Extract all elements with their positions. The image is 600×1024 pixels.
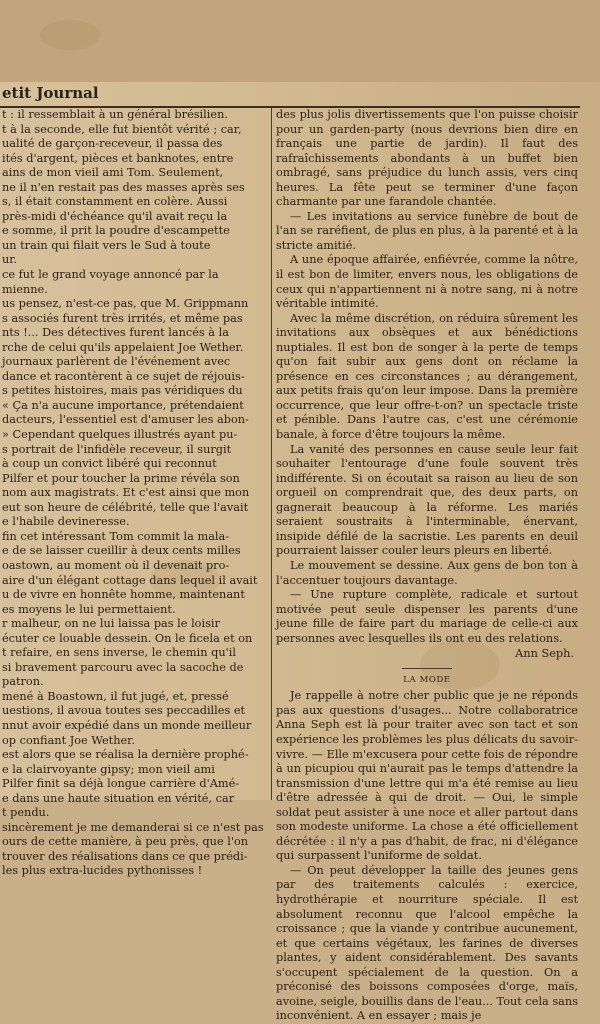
left-text-line: ains de mon vieil ami Tom. Seulement, (2, 166, 224, 180)
left-text-line: t refaire, en sens inverse, le chemin qu'il (2, 646, 236, 660)
article-paragraph: — Une rupture complète, radicale et surtout motivée peut seule dispenser les parents d'une jeune fille de faire part du mariage de celle-ci aux personnes avec lesquelles ils ont eu des relations. (276, 588, 578, 645)
left-text-line: e de se laisser cueillir à deux cents milles (2, 544, 241, 558)
left-text-line: e l'habile devineresse. (2, 515, 130, 529)
article-paragraph: des plus jolis divertissements que l'on puisse choisir pour un garden-party (nous devrions bien dire en français une partie de jardin). Il faut des rafraîchissements abondants à un buffet bien ombragé, sans préjudice du lunch assis, vers cinq heures. La fête peut se terminer d'une façon charmante par une farandole chantée. (276, 108, 578, 209)
signature: Ann Seph. (515, 647, 574, 661)
left-text-line: mienne. (2, 282, 48, 296)
mode-paragraph: Je rappelle à notre cher public que je ne réponds pas aux questions d'usages... Notre collaboratrice Anna Seph est là pour traiter avec son tact et son expérience les problèmes les plus délicats du savoir-vivre. — Elle m'excusera pour cette fois de répondre à un picupiou qui n'aurait pas le temps d'attendre la transmission d'une lettre qui m'a été remise au lieu d'être adressée à qui de droit. — Oui, le simple soldat peut assister à une noce et aller partout dans son modeste uniforme. La chose a été officiellement décrétée : il n'y a pas d'habit, de frac, ni d'élégance qui surpassent l'uniforme de soldat. (276, 689, 578, 863)
left-text-line: ne il n'en restait pas des masses après ses (2, 180, 245, 194)
left-text-line: t : il ressemblait à un général brésilien. (2, 108, 228, 121)
left-text-line: les plus extra-lucides pythonisses ! (2, 864, 203, 878)
left-text-line: trouver des réalisations dans ce que prédi- (2, 849, 248, 863)
left-text-line: à coup un convict libéré qui reconnut (2, 457, 217, 471)
left-text-line: s petites histoires, mais pas véridiques du (2, 384, 243, 398)
left-text-line: op confiant Joe Wether. (2, 733, 135, 747)
left-text-line: ours de cette manière, à peu près, que l'on (2, 835, 249, 849)
left-text-line: Pilfer finit sa déjà longue carrière d'Amé- (2, 777, 240, 791)
left-text-line: patron. (2, 675, 44, 689)
left-text-line: fin cet intéressant Tom commit la mala- (2, 529, 230, 543)
left-text-line: s, il était constamment en colère. Aussi (2, 195, 228, 209)
right-column (276, 108, 578, 1023)
left-text-line: rche de celui qu'ils appelaient Joe Wether. (2, 340, 244, 354)
left-text-line: aire d'un élégant cottage dans lequel il avait (2, 573, 258, 587)
left-text-line: uestions, il avoua toutes ses peccadilles et (2, 704, 246, 718)
left-text-line: » Cependant quelques illustrés ayant pu- (2, 428, 238, 442)
stain (40, 20, 100, 50)
section-title: LA MODE (403, 674, 451, 685)
article-paragraph: Le mouvement se dessine. Aux gens de bon ton à l'accentuer toujours davantage. (276, 558, 578, 587)
left-text-line: us pensez, n'est-ce pas, que M. Grippmann (2, 297, 249, 311)
left-text-line: est alors que se réalisa la dernière prophé- (2, 748, 249, 762)
left-text-line: écuter ce louable dessein. On le ficela et on (2, 631, 253, 645)
left-text-line: ce fut le grand voyage annoncé par la (2, 268, 219, 282)
left-text-line: dance et racontèrent à ce sujet de réjouis- (2, 369, 245, 383)
column-separator (271, 108, 272, 800)
left-text-line: « Ça n'a aucune importance, prétendaient (2, 398, 244, 412)
masthead: etit Journal (2, 84, 99, 102)
left-text-line: dacteurs, l'essentiel est d'amuser les abon- (2, 413, 249, 427)
right-paragraphs (276, 108, 578, 646)
mode-paragraphs (276, 689, 578, 1024)
left-text-line: journaux parlèrent de l'événement avec (2, 355, 231, 369)
article-paragraph: La vanité des personnes en cause seule leur fait souhaiter l'entourage d'une foule souvent très indifférente. Si on écoutait sa raison au lieu de son orgueil on comprendrait que, des deux parts, on gagnerait beaucoup à la réforme. Les mariés seraient soustraits à l'interminable, énervant, insipide défilé de la sacristie. Les parents en deuil pourraient laisser couler leurs pleurs en liberté. (276, 442, 578, 558)
left-text-line: e la clairvoyante gipsy; mon vieil ami (2, 762, 215, 776)
left-column (2, 108, 266, 878)
left-text-line: u de vivre en honnête homme, maintenant (2, 588, 245, 602)
left-text-line: mené à Boastown, il fut jugé, et, pressé (2, 689, 229, 703)
left-text-line: oastown, au moment où il devenait pro- (2, 558, 230, 572)
left-text-line: es moyens le lui permettaient. (2, 602, 176, 616)
article-paragraph: A une époque affairée, enfiévrée, comme la nôtre, il est bon de limiter, envers nous, les obligations de ceux qui n'appartiennent ni à notre sang, ni à notre véritable intimité. (276, 253, 578, 311)
left-text-line: un train qui filait vers le Sud à toute (2, 238, 211, 252)
left-text-line: s portrait de l'infidèle receveur, il surgit (2, 442, 232, 456)
left-text-line: r malheur, on ne lui laissa pas le loisir (2, 617, 220, 631)
left-text-line: sincèrement je me demanderai si ce n'est pas (2, 820, 264, 834)
mode-paragraph: — On peut développer la taille des jeunes gens par des traitements calculés : exercice, hydrothérapie et nourriture spéciale. Il est absolument reconnu que l'alcool empêche la croissance ; que la viande y contribue aucunement, et que certains végétaux, les farines de diverses plantes, y aident considérablement. Des savants s'occupent spécialement de la question. On a préconisé des boissons composées d'orge, maïs, avoine, seigle, bouillis dans de l'eau... Tout cela sans inconvénient. A en essayer ; mais je (276, 863, 578, 1023)
article-paragraph: Avec la même discrétion, on réduira sûrement les invitations aux obsèques et aux bénédictions nuptiales. Il est bon de songer à la perte de temps qu'on fait subir aux gens dont on réclame la présence en ces circonstances ; au dérangement, aux petits frais qu'on leur impose. Dans la première occurrence, que leur offre-t-on? un spectacle triste et pénible. Dans l'autre cas, c'est une cérémonie banale, à force d'être toujours la même. (276, 311, 578, 442)
left-text-line: t à la seconde, elle fut bientôt vérité ; car, (2, 122, 242, 136)
section-rule (402, 668, 452, 669)
left-text-line: ités d'argent, pièces et banknotes, entre (2, 151, 234, 165)
left-text-line: ur. (2, 253, 18, 267)
left-text-line: ualité de garçon-receveur, il passa des (2, 137, 223, 151)
left-text-line: nts !... Des détectives furent lancés à la (2, 326, 229, 340)
left-text-line: nnut avoir expédié dans un monde meilleur (2, 718, 252, 732)
left-text-line: e somme, il prit la poudre d'escampette (2, 224, 230, 238)
left-text-line: si bravement parcouru avec la sacoche de (2, 660, 244, 674)
left-text-line: près-midi d'échéance qu'il avait reçu la (2, 209, 228, 223)
left-text-line: nom aux magistrats. Et c'est ainsi que mon (2, 486, 250, 500)
left-text-line: s associés furent très irrités, et même pas (2, 311, 243, 325)
left-text-line: t pendu. (2, 806, 50, 820)
left-text-line: eut son heure de célébrité, telle que l'avait (2, 500, 249, 514)
left-text-line: Pilfer et pour toucher la prime révéla son (2, 471, 240, 485)
article-paragraph: — Les invitations au service funèbre de bout de l'an se raréfient, de plus en plus, à la parenté et à la stricte amitié. (276, 209, 578, 252)
left-text-line: e dans une haute situation en vérité, car (2, 791, 235, 805)
